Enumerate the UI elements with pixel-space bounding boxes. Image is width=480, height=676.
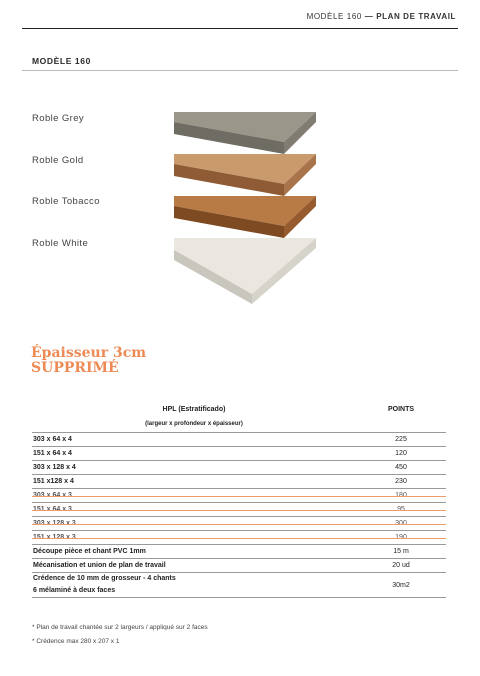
footnote-2: * Crédence max 280 x 207 x 1 [32, 638, 120, 645]
table-row [32, 559, 446, 573]
table-row [32, 447, 446, 461]
title-divider [22, 70, 458, 71]
row-label: 303 x 128 x 3 [32, 517, 356, 531]
notice-line-1: Épaisseur 3cm [31, 345, 147, 361]
board-swatch-tobacco [172, 196, 318, 238]
row-points: 225 [356, 433, 446, 447]
board-image-white [172, 238, 318, 304]
page-header [307, 12, 456, 21]
row-label-line-1: Crédence de 10 mm de grosseur - 4 chants [33, 575, 176, 582]
row-points: 15 m [356, 545, 446, 559]
row-label-line-2: 6 mélaminé à deux faces [33, 587, 116, 594]
row-points: 20 ud [356, 559, 446, 573]
header-divider [22, 28, 458, 29]
board-image-tobacco [172, 196, 318, 238]
header-separator: — [364, 12, 374, 21]
table-row [32, 433, 446, 447]
table-row-struck [32, 489, 446, 503]
finish-label-gold: Roble Gold [32, 155, 84, 166]
hpl-points-table [32, 402, 446, 598]
board-image-grey [172, 112, 318, 154]
row-label: Découpe pièce et chant PVC 1mm [32, 545, 356, 559]
table-header-row [32, 402, 446, 416]
table-subheader-row [32, 416, 446, 433]
row-points: 300 [356, 517, 446, 531]
row-label [32, 573, 356, 598]
header-hpl: HPL (Estratificado) [162, 405, 226, 413]
row-points: 30m2 [356, 573, 446, 598]
page-title: MODÈLE 160 [32, 56, 91, 66]
footnote-1: * Plan de travail chantée sur 2 largeurs / appliqué sur 2 faces [32, 624, 208, 631]
header-dimensions: (largeur x profondeur x épaisseur) [145, 421, 243, 427]
finish-label-white: Roble White [32, 238, 89, 249]
row-points: 180 [356, 489, 446, 503]
table-row [32, 475, 446, 489]
row-points: 95 [356, 503, 446, 517]
table-row [32, 573, 446, 598]
row-points: 230 [356, 475, 446, 489]
finish-label-tobacco: Roble Tobacco [32, 196, 100, 207]
row-label: Mécanisation et union de plan de travail [32, 559, 356, 573]
table-row-struck [32, 517, 446, 531]
table-row-struck [32, 531, 446, 545]
row-label: 303 x 128 x 4 [32, 461, 356, 475]
table-row [32, 461, 446, 475]
row-label: 151 x 64 x 3 [32, 503, 356, 517]
row-label: 151 x128 x 4 [32, 475, 356, 489]
thickness-removed-notice [31, 346, 146, 376]
board-image-gold [172, 154, 318, 196]
row-label: 303 x 64 x 4 [32, 433, 356, 447]
row-points: 450 [356, 461, 446, 475]
board-swatch-gold [172, 154, 318, 196]
row-label: 151 x 64 x 4 [32, 447, 356, 461]
row-label: 151 x 128 x 3 [32, 531, 356, 545]
board-swatch-white [172, 238, 318, 304]
header-empty [356, 416, 446, 433]
row-points: 120 [356, 447, 446, 461]
row-points: 190 [356, 531, 446, 545]
table-row [32, 545, 446, 559]
table-row-struck [32, 503, 446, 517]
header-section: PLAN DE TRAVAIL [376, 12, 456, 21]
board-swatch-grey [172, 112, 318, 154]
header-points: POINTS [387, 405, 415, 413]
finish-label-grey: Roble Grey [32, 113, 85, 124]
row-label: 303 x 64 x 3 [32, 489, 356, 503]
notice-line-2: SUPPRIMÉ [31, 360, 119, 376]
header-model: MODÈLE 160 [306, 12, 362, 21]
